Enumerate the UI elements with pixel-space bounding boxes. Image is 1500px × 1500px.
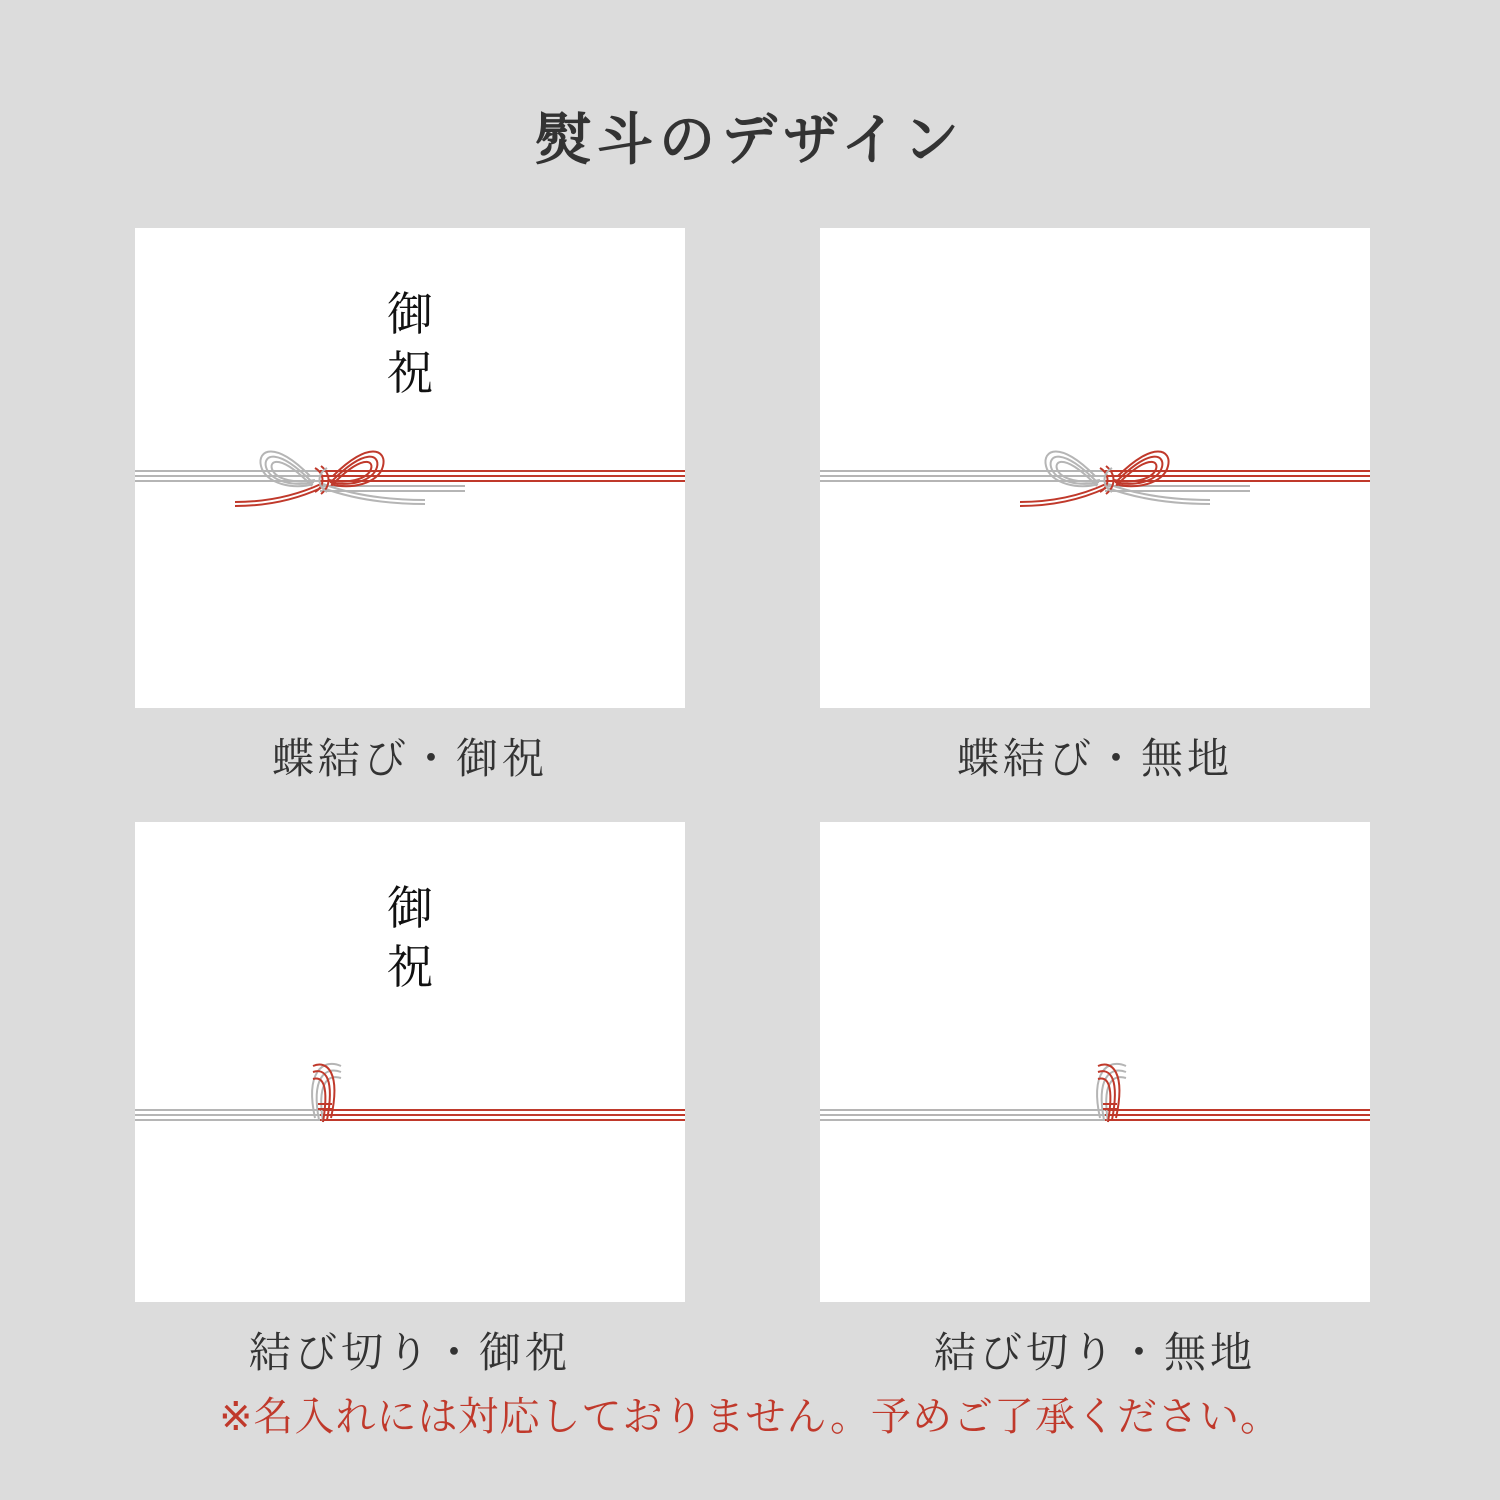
noshi-text	[370, 880, 450, 998]
noshi-card[interactable]	[820, 822, 1370, 1302]
noshi-option-chomusubi-oiwai[interactable]	[135, 228, 685, 786]
noshi-label: 蝶結び・御祝	[271, 735, 548, 782]
noshi-label: 結び切り・御祝	[248, 1329, 571, 1376]
noshi-card[interactable]	[135, 822, 685, 1302]
noshi-option-musubikiri-oiwai[interactable]	[135, 822, 685, 1380]
noshi-grid	[135, 228, 1370, 1416]
noshi-option-chomusubi-muji[interactable]	[820, 228, 1370, 786]
mizuhiki-musubikiri-icon	[820, 822, 1370, 1302]
noshi-text-line2: 祝	[387, 347, 433, 399]
noshi-text-line2: 祝	[387, 941, 433, 993]
noshi-label: 蝶結び・無地	[956, 735, 1233, 782]
noshi-label: 結び切り・無地	[933, 1329, 1256, 1376]
noshi-text	[370, 286, 450, 404]
mizuhiki-chomusubi-icon	[820, 228, 1370, 708]
noshi-card[interactable]	[135, 228, 685, 708]
page-title: 熨斗のデザイン	[534, 108, 966, 171]
noshi-card[interactable]	[820, 228, 1370, 708]
noshi-option-musubikiri-muji[interactable]	[820, 822, 1370, 1380]
noshi-text-line1: 御	[387, 289, 433, 340]
noshi-text-line1: 御	[387, 883, 433, 934]
footnote-text: ※名入れには対応しておりません。予めご了承ください。	[219, 1395, 1281, 1439]
